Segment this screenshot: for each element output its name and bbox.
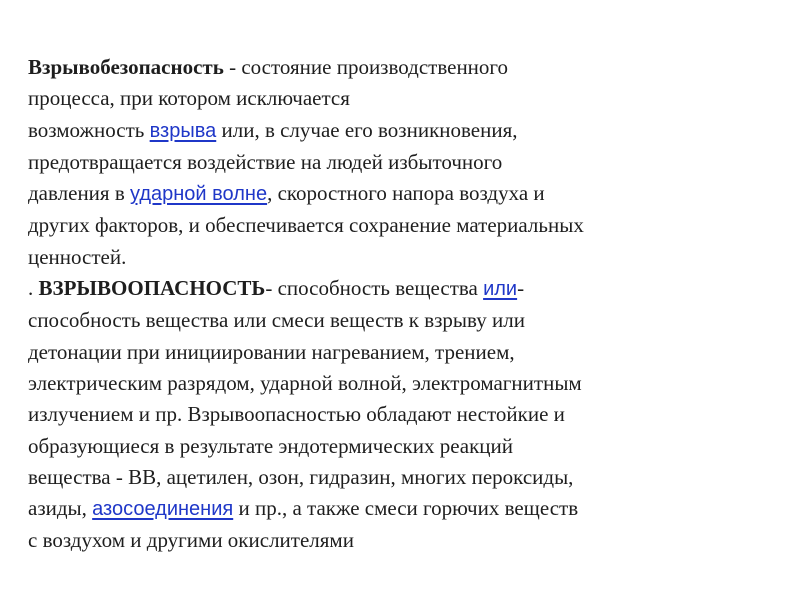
link-or[interactable]: или (483, 278, 518, 301)
text-line-5 (28, 178, 768, 210)
text-fragment: азиды, (28, 496, 93, 521)
text-fragment: - состояние производственного (223, 55, 509, 79)
text-fragment: образующиеся в результате эндотермических реакций (28, 433, 514, 458)
text-fragment: ценностей. (28, 244, 127, 269)
text-line-10 (28, 337, 768, 368)
text-line-14 (28, 462, 768, 493)
text-fragment: электрическим разрядом, ударной волной, электромагнитным (28, 370, 582, 395)
text-line-2 (28, 83, 768, 114)
text-line-8 (28, 273, 768, 305)
text-line-6 (28, 210, 768, 241)
text-fragment: - (517, 276, 525, 301)
text-fragment: , скоростного напора воздуха и (267, 181, 545, 206)
text-fragment: возможность (28, 117, 150, 142)
text-line-12 (28, 399, 768, 430)
text-fragment: . (28, 276, 39, 301)
text-line-16 (28, 525, 768, 556)
link-explosion[interactable]: взрыва (149, 119, 217, 142)
definition-text (28, 52, 768, 557)
text-fragment: других факторов, и обеспечивается сохранение материальных (28, 213, 584, 238)
text-fragment: излучением и пр. Взрывоопасностью обладают нестойкие и (28, 402, 565, 427)
text-fragment: предотвращается воздействие на людей избыточного (28, 149, 503, 174)
text-line-4 (28, 147, 768, 178)
text-fragment: вещества - ВВ, ацетилен, озон, гидразин, многих пероксиды, (28, 464, 574, 489)
text-line-9 (28, 305, 768, 336)
link-azo-compounds[interactable]: азосоединения (92, 498, 234, 521)
text-line-7 (28, 242, 768, 273)
text-fragment: способность вещества или смеси веществ к взрыву или (28, 308, 525, 333)
text-line-11 (28, 368, 768, 399)
text-fragment: и пр., а также смеси горючих веществ (233, 496, 579, 521)
text-line-15 (28, 493, 768, 525)
term-explosion-safety: Взрывобезопасность (28, 55, 224, 79)
text-fragment: с воздухом и другими окислителями (28, 528, 354, 553)
text-line-3 (28, 115, 768, 147)
text-fragment: детонации при инициировании нагреванием, трением, (28, 339, 515, 364)
text-fragment: или, в случае его возникновения, (216, 117, 518, 142)
term-explosion-hazard: ВЗРЫВООПАСНОСТЬ (38, 276, 266, 301)
text-line-1 (28, 52, 768, 83)
text-fragment: - способность вещества (265, 276, 484, 301)
text-fragment: процесса, при котором исключается (28, 86, 350, 111)
text-line-13 (28, 431, 768, 462)
link-shock-wave[interactable]: ударной волне (130, 183, 268, 206)
text-fragment: давления в (28, 181, 130, 206)
